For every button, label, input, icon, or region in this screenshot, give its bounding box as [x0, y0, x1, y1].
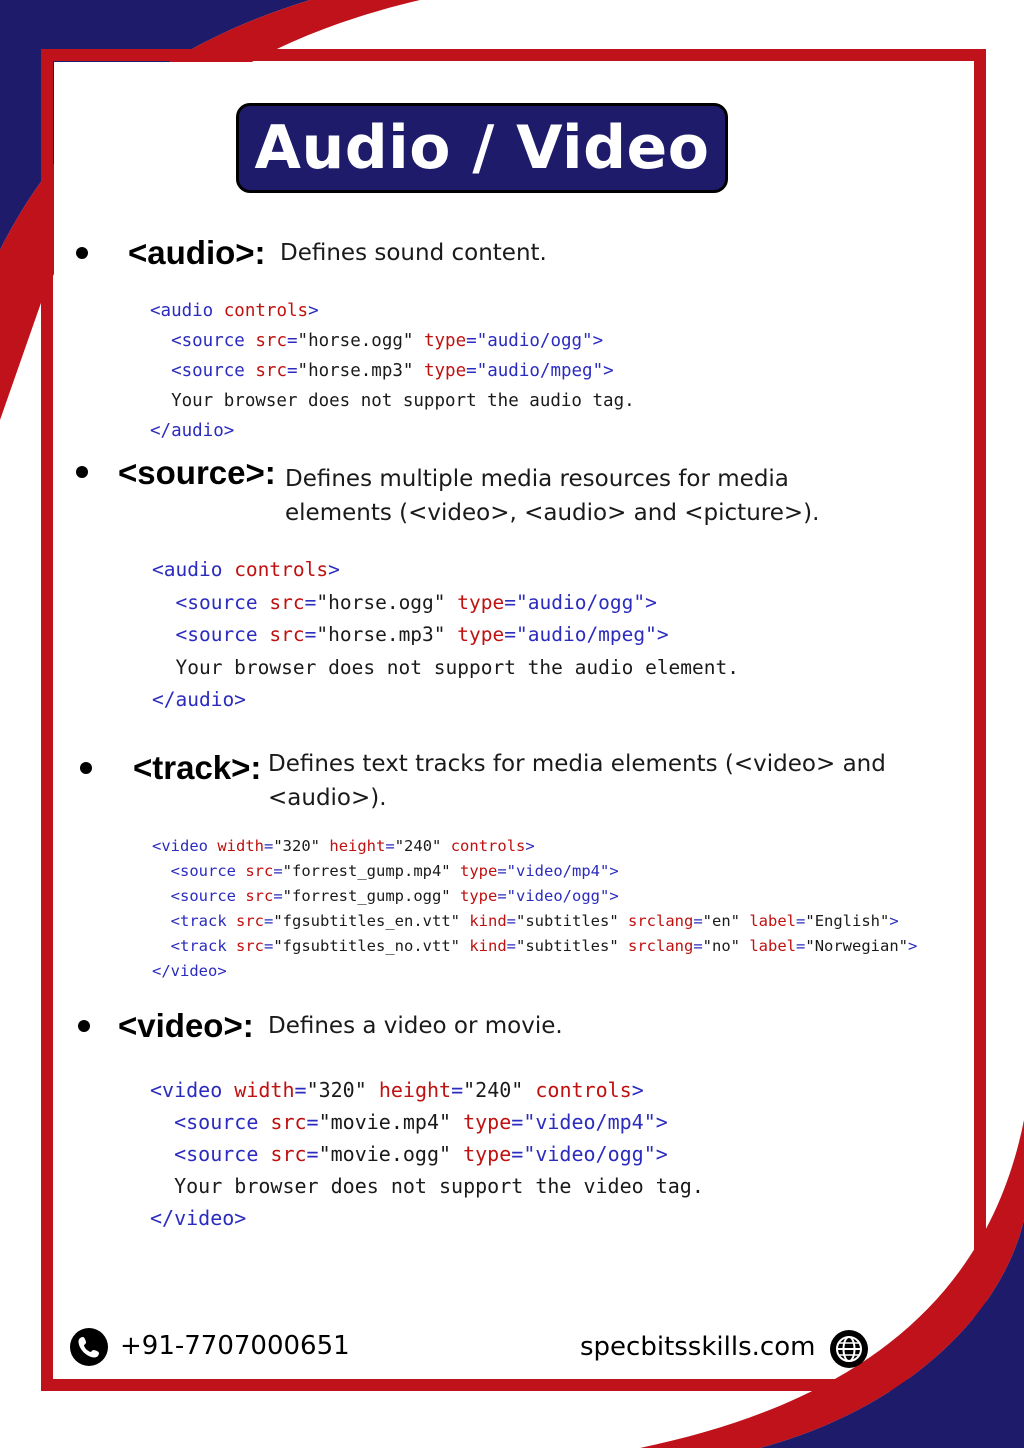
- code-token: [152, 591, 175, 614]
- code-token: "subtitles": [516, 937, 619, 955]
- code-token: <source: [174, 1142, 271, 1166]
- code-token: "forrest_gump.ogg": [282, 887, 451, 905]
- code-token: <source: [174, 1110, 271, 1134]
- code-token: controls: [450, 837, 526, 855]
- code-token: type: [423, 331, 467, 351]
- code-token: >: [889, 912, 899, 930]
- section-tag-video: <video>:: [118, 1007, 254, 1044]
- code-token: >: [609, 887, 619, 905]
- code-token: =: [693, 912, 703, 930]
- code-token: src: [255, 361, 287, 381]
- code-token: >: [656, 623, 669, 646]
- code-token: =: [264, 912, 274, 930]
- code-token: =: [273, 862, 283, 880]
- code-token: =: [385, 837, 395, 855]
- title-banner: [236, 103, 728, 193]
- code-line: [152, 587, 739, 620]
- code-token: [150, 1110, 174, 1134]
- code-token: =: [511, 1142, 524, 1166]
- code-line: [152, 909, 917, 934]
- code-token: [451, 1110, 463, 1134]
- code-token: [413, 331, 424, 351]
- code-token: type: [463, 1142, 512, 1166]
- code-token: src: [270, 1110, 307, 1134]
- code-token: "forrest_gump.mp4": [282, 862, 451, 880]
- code-line: [150, 1202, 704, 1234]
- code-token: =: [264, 937, 274, 955]
- code-token: controls: [234, 558, 329, 581]
- code-token: <source: [175, 623, 270, 646]
- code-token: =: [273, 887, 283, 905]
- code-token: "audio/ogg": [516, 590, 646, 614]
- code-token: =: [294, 1078, 307, 1102]
- section-desc-audio: Defines sound content.: [280, 240, 547, 266]
- code-token: <source: [170, 862, 246, 880]
- code-token: "fgsubtitles_no.vtt": [273, 937, 460, 955]
- code-token: >: [328, 558, 340, 581]
- code-token: <source: [171, 331, 256, 351]
- code-line: [150, 1106, 704, 1138]
- code-token: width: [234, 1078, 295, 1102]
- code-token: [413, 361, 424, 381]
- code-token: height: [329, 837, 386, 855]
- code-token: Your browser does not support the video tag.: [150, 1174, 704, 1198]
- section-tag-audio: <audio>:: [128, 234, 266, 271]
- code-token: [451, 1142, 463, 1166]
- code-line: [150, 296, 635, 326]
- code-token: >: [631, 1078, 644, 1102]
- code-token: [152, 937, 171, 955]
- code-token: =: [506, 912, 516, 930]
- code-line: [150, 416, 635, 446]
- code-token: =: [306, 1110, 319, 1134]
- code-token: src: [255, 331, 287, 351]
- page-title: Audio / Video: [254, 113, 710, 183]
- code-token: type: [423, 361, 467, 381]
- code-token: "Norwegian": [805, 937, 909, 955]
- code-token: [740, 937, 749, 955]
- code-token: "no": [702, 937, 740, 955]
- code-token: "horse.mp3": [316, 623, 446, 646]
- code-token: [150, 1142, 174, 1166]
- code-token: =: [504, 623, 516, 646]
- code-token: "horse.mp3": [297, 361, 414, 381]
- code-token: <video: [150, 1078, 235, 1102]
- code-line: [152, 684, 739, 717]
- code-token: src: [245, 887, 274, 905]
- bullet-icon: [76, 466, 88, 478]
- code-token: "240": [463, 1078, 524, 1102]
- section-tag-source: <source>:: [118, 454, 276, 491]
- code-token: </audio>: [152, 688, 246, 711]
- code-line: [152, 859, 917, 884]
- code-token: src: [269, 590, 305, 614]
- code-token: Your browser does not support the audio tag.: [150, 391, 635, 411]
- code-token: kind: [469, 937, 507, 955]
- code-token: </video>: [150, 1206, 247, 1230]
- code-token: "audio/ogg": [476, 331, 593, 351]
- code-token: <track: [170, 937, 236, 955]
- code-token: =: [286, 331, 298, 351]
- code-token: type: [457, 590, 505, 614]
- code-token: "movie.mp4": [318, 1110, 452, 1134]
- code-token: "movie.ogg": [318, 1142, 452, 1166]
- footer-website[interactable]: specbitsskills.com: [580, 1332, 816, 1362]
- code-token: src: [236, 937, 264, 955]
- bullet-icon: [76, 247, 88, 259]
- code-line: [150, 356, 635, 386]
- code-token: [152, 887, 171, 905]
- code-line: [152, 652, 739, 685]
- code-token: "video/mp4": [523, 1110, 656, 1134]
- code-token: >: [609, 862, 619, 880]
- code-token: [152, 623, 175, 646]
- code-token: <source: [175, 590, 270, 614]
- code-token: "horse.ogg": [316, 590, 446, 614]
- code-token: "fgsubtitles_en.vtt": [273, 912, 460, 930]
- code-token: </video>: [152, 962, 227, 980]
- code-token: "video/ogg": [506, 887, 610, 905]
- code-token: "video/mp4": [506, 862, 610, 880]
- code-token: <track: [170, 912, 236, 930]
- code-token: [619, 937, 628, 955]
- code-token: Your browser does not support the audio element.: [152, 655, 739, 679]
- code-token: src: [245, 862, 274, 880]
- code-token: <source: [170, 887, 246, 905]
- code-token: >: [603, 361, 614, 381]
- code-token: [460, 912, 469, 930]
- code-token: [152, 862, 171, 880]
- code-token: >: [525, 837, 535, 855]
- code-token: >: [645, 590, 657, 614]
- code-token: "subtitles": [516, 912, 619, 930]
- code-token: [740, 912, 749, 930]
- code-line: [150, 1170, 704, 1202]
- globe-icon: [830, 1330, 868, 1368]
- code-token: "320": [273, 837, 321, 855]
- code-token: "240": [394, 837, 442, 855]
- code-line: [152, 834, 917, 859]
- code-token: =: [264, 837, 274, 855]
- code-line: [152, 884, 917, 909]
- code-token: label: [749, 937, 797, 955]
- code-token: =: [466, 331, 477, 351]
- code-token: [523, 1078, 535, 1102]
- code-token: kind: [469, 912, 507, 930]
- code-token: "video/ogg": [523, 1142, 656, 1166]
- code-token: =: [506, 937, 516, 955]
- code-token: controls: [535, 1078, 632, 1102]
- code-token: >: [908, 937, 918, 955]
- code-token: srclang: [628, 912, 694, 930]
- code-token: src: [236, 912, 264, 930]
- code-token: =: [466, 361, 477, 381]
- footer-phone[interactable]: +91-7707000651: [120, 1331, 350, 1361]
- code-token: [150, 361, 171, 381]
- code-token: "audio/mpeg": [476, 361, 604, 381]
- code-token: <audio: [152, 558, 235, 581]
- code-token: type: [457, 623, 505, 646]
- code-token: =: [304, 623, 317, 646]
- code-line: [150, 1074, 704, 1106]
- code-token: width: [217, 837, 264, 855]
- bullet-icon: [80, 762, 92, 774]
- code-token: "en": [702, 912, 740, 930]
- code-token: =: [504, 590, 516, 614]
- code-token: =: [451, 1078, 464, 1102]
- code-token: [451, 862, 460, 880]
- code-token: "audio/mpeg": [516, 623, 657, 646]
- code-token: =: [304, 590, 317, 614]
- code-token: =: [286, 361, 298, 381]
- code-token: >: [655, 1142, 668, 1166]
- section-tag-track: <track>:: [133, 749, 262, 786]
- section-desc-video: Defines a video or movie.: [268, 1013, 563, 1039]
- code-line: [152, 619, 739, 652]
- code-block-video: [150, 1074, 704, 1234]
- bullet-icon: [78, 1020, 90, 1032]
- code-token: [320, 837, 329, 855]
- code-token: type: [460, 887, 498, 905]
- code-token: >: [308, 301, 319, 321]
- section-desc-source: Defines multiple media resources for media elements (<video>, <audio> and <picture>).: [285, 466, 820, 526]
- code-token: "320": [306, 1078, 367, 1102]
- code-line: [150, 386, 635, 416]
- code-token: type: [463, 1110, 512, 1134]
- code-token: src: [269, 623, 305, 646]
- code-token: [446, 591, 458, 614]
- code-token: controls: [223, 301, 309, 321]
- code-token: =: [306, 1142, 319, 1166]
- code-token: height: [378, 1078, 452, 1102]
- code-token: srclang: [628, 937, 694, 955]
- code-block-audio: [150, 296, 635, 446]
- code-token: [150, 331, 171, 351]
- code-token: [152, 912, 171, 930]
- code-token: </audio>: [150, 421, 235, 441]
- code-token: =: [511, 1110, 524, 1134]
- code-token: [367, 1078, 379, 1102]
- code-token: [441, 837, 450, 855]
- code-token: <video: [152, 837, 218, 855]
- code-token: <audio: [150, 301, 224, 321]
- code-line: [150, 1138, 704, 1170]
- code-token: >: [655, 1110, 668, 1134]
- code-token: "English": [805, 912, 890, 930]
- code-token: <source: [171, 361, 256, 381]
- code-line: [152, 934, 917, 959]
- code-block-track: [152, 834, 917, 984]
- code-token: type: [460, 862, 498, 880]
- section-desc-track: Defines text tracks for media elements (<video> and <audio>).: [268, 751, 886, 811]
- code-block-source: [152, 554, 739, 717]
- code-token: [460, 937, 469, 955]
- code-token: >: [592, 331, 604, 351]
- code-token: src: [270, 1142, 307, 1166]
- code-token: =: [693, 937, 703, 955]
- code-token: [446, 623, 458, 646]
- code-token: [451, 887, 460, 905]
- code-token: =: [796, 912, 806, 930]
- code-line: [152, 554, 739, 587]
- code-token: =: [796, 937, 806, 955]
- code-token: =: [497, 862, 507, 880]
- code-line: [152, 959, 917, 984]
- phone-icon: [70, 1328, 108, 1366]
- code-token: "horse.ogg": [297, 331, 414, 351]
- code-token: [619, 912, 628, 930]
- code-token: =: [497, 887, 507, 905]
- code-line: [150, 326, 635, 356]
- code-token: label: [749, 912, 797, 930]
